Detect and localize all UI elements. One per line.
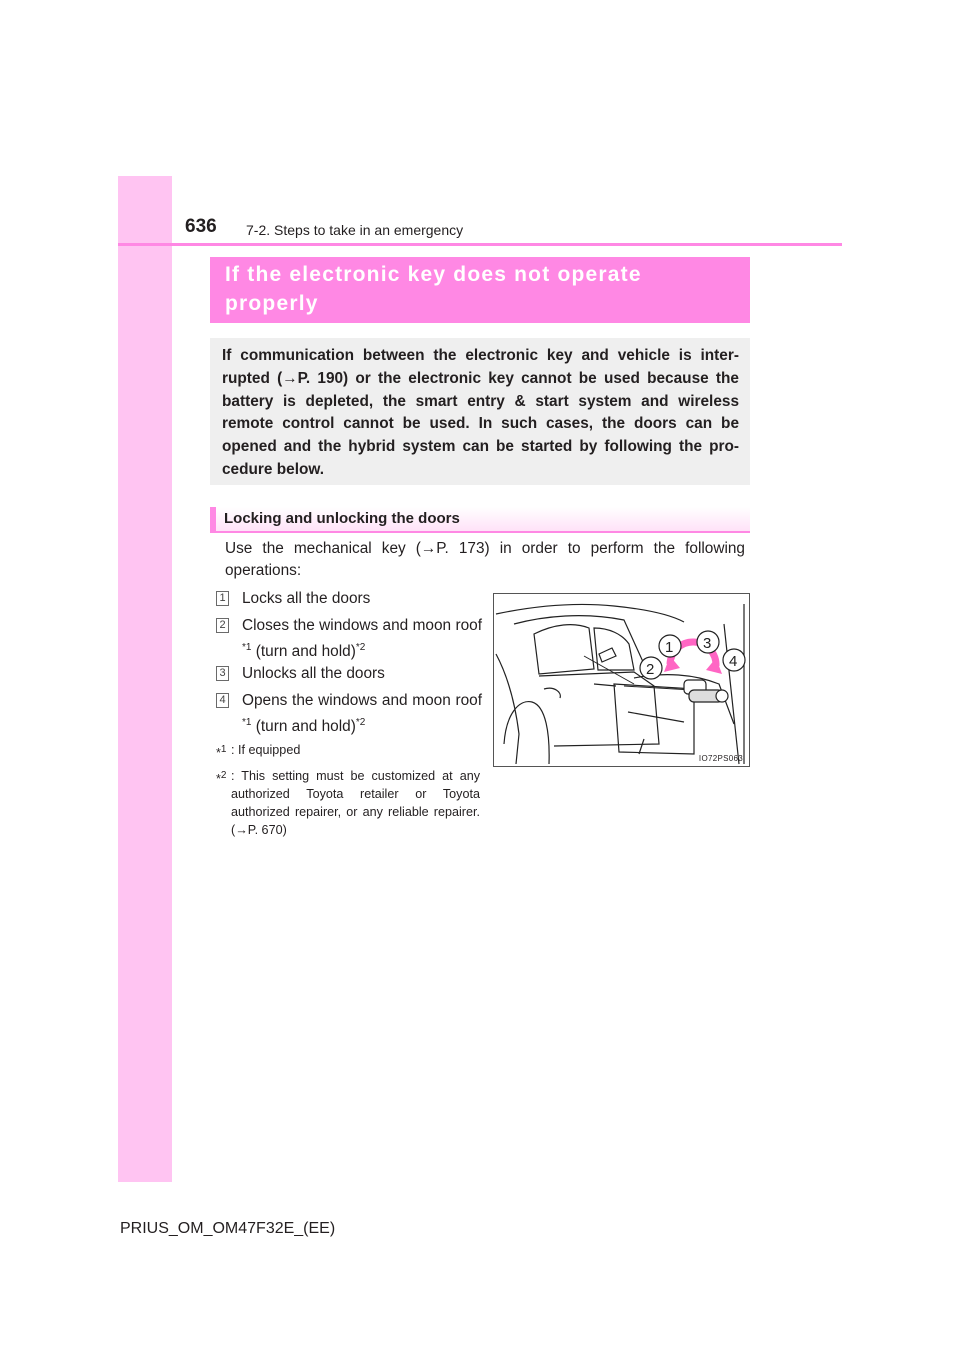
list-item [216,588,482,610]
footnote-mark: * [216,746,221,761]
intro-paragraph: Use the mechanical key (→P. 173) in order to perform the following operations: [225,540,745,579]
item-marker-2: 2 [216,618,229,633]
item-text: Locks all the doors [242,590,371,607]
list-item [216,615,482,663]
item-suffix: (turn and hold) [251,643,356,661]
item-marker-4: 4 [216,693,229,708]
footnote-1 [216,741,480,759]
door-key-illustration [493,593,750,767]
item-suffix: (turn and hold) [251,718,356,736]
footnote-text: : If equipped [231,743,301,757]
note-ref: *1 [242,717,252,728]
chapter-label: 7-2. Steps to take in an emergency [246,222,464,238]
callout-2: 2 [646,661,655,678]
list-item [216,663,482,685]
item-marker-3: 3 [216,666,229,681]
illustration-code: IO72PS063 [698,754,743,763]
callout-1: 1 [665,639,674,656]
title-line-1: If the electronic key does not operate [225,263,642,286]
footnote-num: 1 [220,744,227,755]
list-item [216,690,482,738]
car-door-drawing [494,594,749,766]
footnote-mark: * [216,772,221,787]
footnote-text: : This setting must be customized at any authorized Toyota retailer or Toyota authorized repairer, or any reliable repairer. (→P. 670) [231,769,480,837]
footer-doc-id: PRIUS_OM_OM47F32E_(EE) [120,1220,336,1237]
subsection-heading: Locking and unlocking the doors [210,507,750,533]
item-text: Closes the windows and moon roof [242,617,482,634]
title-line-2: properly [225,292,319,315]
callout-3: 3 [703,635,712,652]
item-text: Unlocks all the doors [242,665,385,682]
section-title-banner [210,257,750,323]
footnote-2 [216,767,480,839]
header-rule [118,243,842,246]
summary-box: If communication between the electronic key and vehicle is inter-rupted (→P. 190) or the electronic key cannot be used because the battery is depleted, the smart entry & start system and wireless remote control cannot be used. In such cases, the doors can be opened and the hybrid system can be started by following the pro-cedure below. [210,338,750,485]
item-text: Opens the windows and moon roof [242,692,482,709]
item-marker-1: 1 [216,591,229,606]
note-ref: *1 [242,642,252,653]
footnote-num: 2 [220,770,227,781]
note-ref: *2 [355,717,366,728]
side-tab-strip [118,176,172,1182]
note-ref: *2 [355,642,366,653]
callout-4: 4 [729,653,738,670]
page-number: 636 [185,216,217,237]
